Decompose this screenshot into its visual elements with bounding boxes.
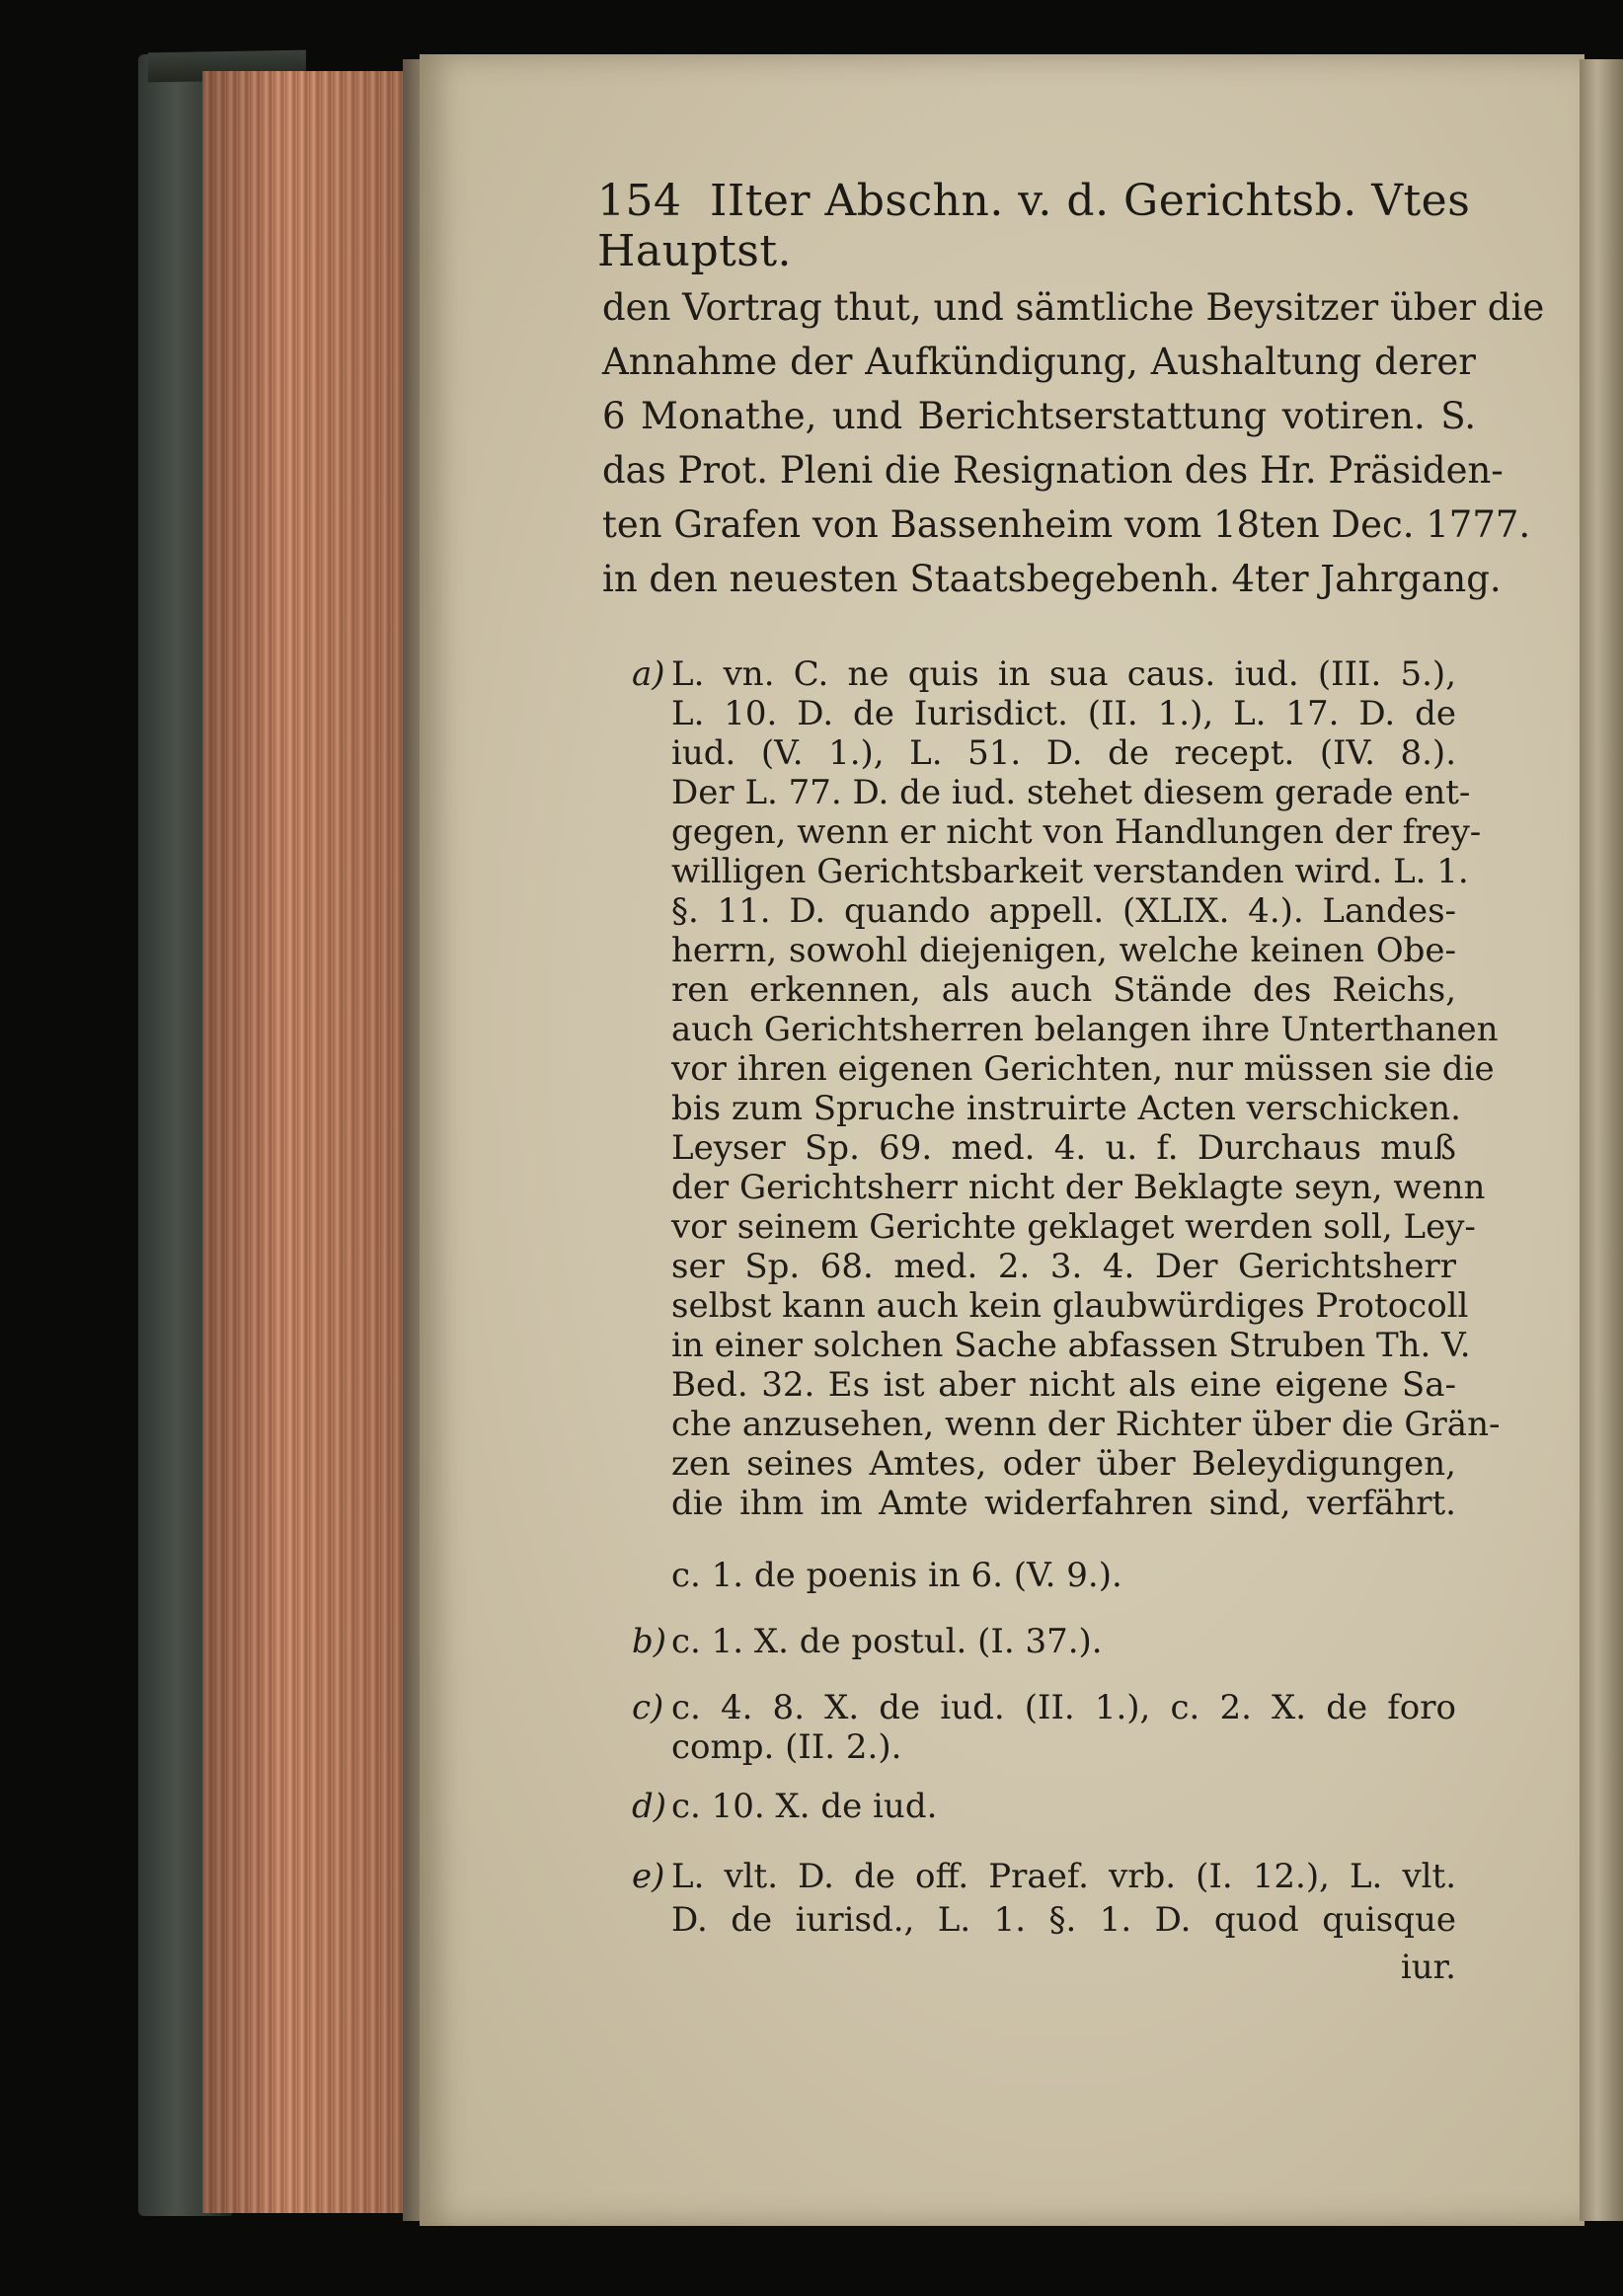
footnote-line: D. de iurisd., L. 1. §. 1. D. quod quisque (671, 1900, 1456, 1940)
page-edges-shade (202, 71, 410, 2213)
footnote-line: iud. (V. 1.), L. 51. D. de recept. (IV. 8.). (671, 733, 1456, 773)
main-text-line: in den neuesten Staatsbegebenh. 4ter Jahrgang. (602, 558, 1502, 600)
footnote-label: e) (632, 1857, 665, 1896)
footnote-line: c. 1. de poenis in 6. (V. 9.). (671, 1556, 1122, 1595)
footnote-line: L. vlt. D. de off. Praef. vrb. (I. 12.), L. vlt. (671, 1857, 1456, 1896)
footnote-label: c) (632, 1688, 664, 1727)
main-text-line: den Vortrag thut, und sämtliche Beysitzer über die (602, 286, 1545, 329)
footnote-label: b) (632, 1622, 667, 1661)
footnote-line: c. 1. X. de postul. (I. 37.). (671, 1622, 1103, 1661)
footnote-line: die ihm im Amte widerfahren sind, verfährt. (671, 1484, 1456, 1523)
main-text-line: ten Grafen von Bassenheim vom 18ten Dec. 1777. (602, 503, 1531, 546)
footnote-line: ser Sp. 68. med. 2. 3. 4. Der Gerichtsherr (671, 1247, 1456, 1286)
footnote-label: d) (632, 1787, 667, 1826)
footnote-line: che anzusehen, wenn der Richter über die Grän- (671, 1405, 1501, 1444)
main-text-line: Annahme der Aufkündigung, Aushaltung derer (602, 341, 1476, 383)
footnote-line: bis zum Spruche instruirte Acten verschicken. (671, 1089, 1461, 1128)
footnote-line: L. 10. D. de Iurisdict. (II. 1.), L. 17. D. de (671, 694, 1456, 733)
footnote-line: c. 4. 8. X. de iud. (II. 1.), c. 2. X. de foro (671, 1688, 1456, 1727)
main-text-line: das Prot. Pleni die Resignation des Hr. Präsiden- (602, 449, 1504, 492)
footnote-line: der Gerichtsherr nicht der Beklagte seyn, wenn (671, 1168, 1486, 1207)
footnote-line: §. 11. D. quando appell. (XLIX. 4.). Landes- (671, 891, 1456, 931)
footnote-line: selbst kann auch kein glaubwürdiges Protocoll (671, 1286, 1469, 1326)
footnote-line: c. 10. X. de iud. (671, 1787, 938, 1826)
footnote-label: a) (632, 654, 665, 694)
footnote-line: iur. (1400, 1948, 1456, 1987)
main-text-line: 6 Monathe, und Berichtserstattung votiren. S. (602, 395, 1476, 437)
footnote-line: L. vn. C. ne quis in sua caus. iud. (III. 5.), (671, 654, 1456, 694)
footnote-line: comp. (II. 2.). (671, 1727, 902, 1767)
footnote-line: herrn, sowohl diejenigen, welche keinen Obe- (671, 931, 1456, 970)
footnote-line: ren erkennen, als auch Stände des Reichs, (671, 970, 1456, 1010)
page-header (597, 176, 1486, 276)
running-title: IIter Abschn. v. d. Gerichtsb. Vtes Hauptst. (597, 176, 1471, 276)
footnote-line: Der L. 77. D. de iud. stehet diesem gerade ent- (671, 773, 1471, 812)
footnote-line: vor ihren eigenen Gerichten, nur müssen sie die (671, 1049, 1495, 1089)
footnote-line: auch Gerichtsherren belangen ihre Unterthanen (671, 1010, 1499, 1049)
page-number: 154 (597, 176, 682, 226)
footnote-line: Bed. 32. Es ist aber nicht als eine eigene Sa- (671, 1365, 1456, 1405)
footnote-line: willigen Gerichtsbarkeit verstanden wird. L. 1. (671, 852, 1469, 891)
footnote-line: gegen, wenn er nicht von Handlungen der frey- (671, 812, 1482, 852)
footnote-line: vor seinem Gerichte geklaget werden soll, Ley- (671, 1207, 1476, 1247)
footnote-line: in einer solchen Sache abfassen Struben Th. V. (671, 1326, 1471, 1365)
next-page-edge (1580, 59, 1623, 2221)
footnote-line: Leyser Sp. 69. med. 4. u. f. Durchaus muß (671, 1128, 1456, 1168)
footnote-line: zen seines Amtes, oder über Beleydigungen, (671, 1444, 1456, 1484)
